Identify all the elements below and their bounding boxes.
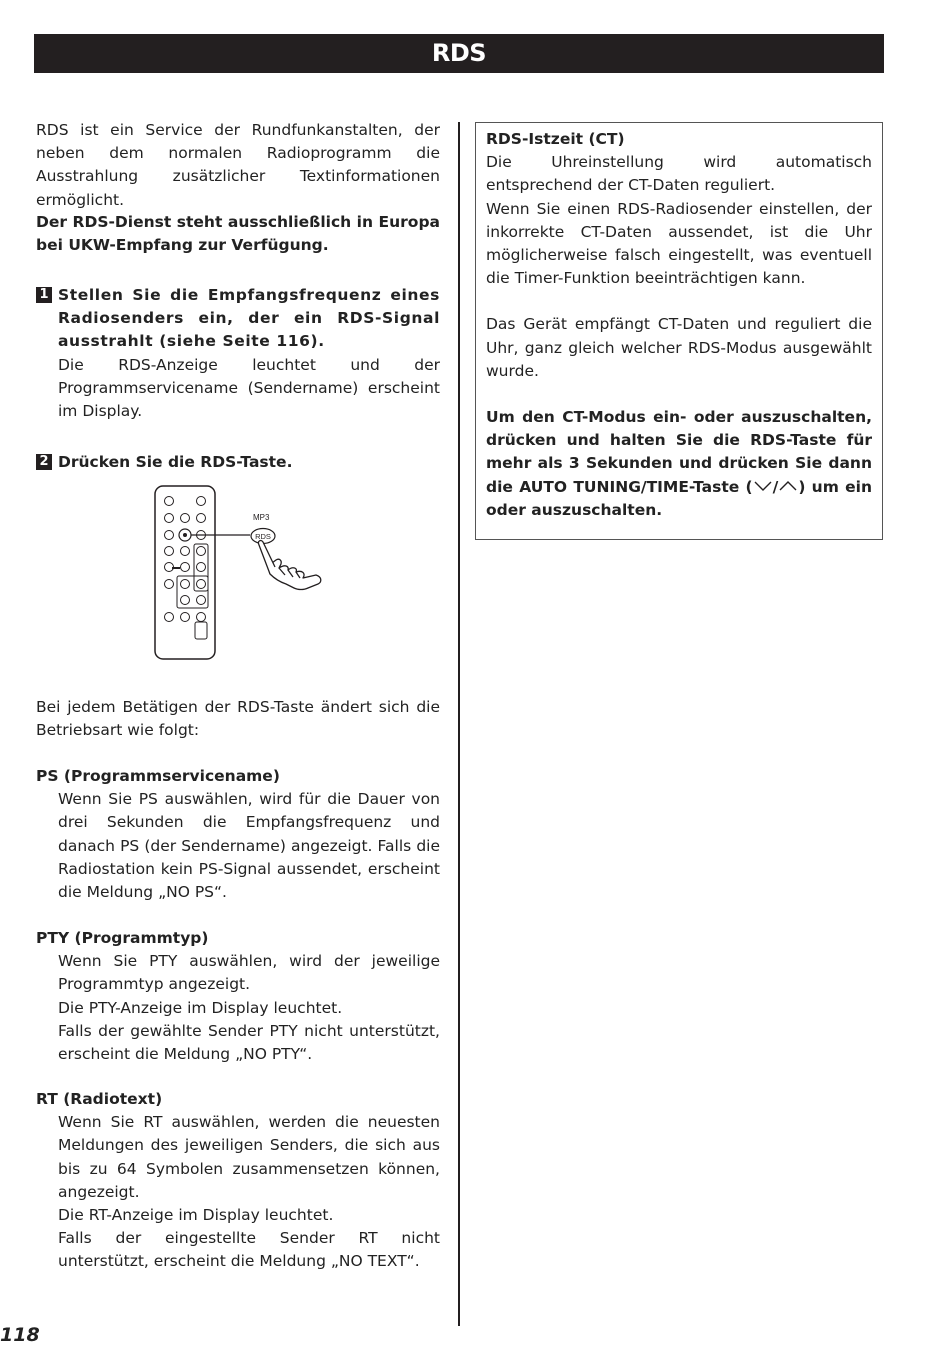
ct-paragraph-3-start: Um den CT-Modus ein- oder auszuschalten, drücken und halten Sie die RDS-Taste für mehr als 3 Sekunden und drücken Sie dann die AUTO TUNING/TIME-Taste ( xyxy=(486,408,872,496)
remote-control-illustration xyxy=(148,484,328,664)
step-number-1: 1 xyxy=(36,287,52,303)
ct-paragraph-2: Das Gerät empfängt CT-Daten und reguliert die Uhr, ganz gleich welcher RDS-Modus ausgewählt wurde. xyxy=(486,315,872,380)
mode-pty-heading: PTY (Programmtyp) xyxy=(36,929,209,947)
mode-ps-text: Wenn Sie PS auswählen, wird für die Dauer von drei Sekunden die Empfangsfrequenz und danach PS (der Sendername) angezeigt. Falls die Radiostation kein PS-Signal aussendet, erscheint die Meldung „NO PS“. xyxy=(58,790,440,902)
ct-paragraph-3-sep: / xyxy=(772,477,779,496)
page-number: 118 xyxy=(0,1324,40,1346)
mp3-label: MP3 xyxy=(253,513,270,522)
mode-pty-line-1: Wenn Sie PTY auswählen, wird der jeweilige Programmtyp angezeigt. xyxy=(58,952,440,994)
mode-pty xyxy=(36,927,440,1066)
rds-button-label: RDS xyxy=(255,532,271,541)
step-2 xyxy=(36,451,440,474)
ct-paragraph-3-end: ) um ein oder auszuschalten. xyxy=(486,477,872,519)
intro-paragraph: RDS ist ein Service der Rundfunkanstalten, der neben dem normalen Radioprogramm die Ausstrahlung zusätzlicher Textinformationen ermöglicht. xyxy=(36,121,440,209)
mode-rt-line-1: Wenn Sie RT auswählen, werden die neuesten Meldungen des jeweiligen Senders, die sich aus bis zu 64 Symbolen zusammensetzen können, angezeigt. xyxy=(58,1113,440,1201)
column-divider xyxy=(458,122,460,1326)
step-2-instruction: Drücken Sie die RDS-Taste. xyxy=(58,453,293,471)
page-title: RDS xyxy=(34,34,884,73)
mode-rt-line-3: Falls der eingestellte Sender RT nicht unterstützt, erscheint die Meldung „NO TEXT“. xyxy=(58,1229,440,1271)
mode-rt-heading: RT (Radiotext) xyxy=(36,1090,163,1108)
ct-paragraph-3 xyxy=(486,406,872,522)
ct-paragraph-1a: Die Uhreinstellung wird automatisch entsprechend der CT-Daten reguliert. xyxy=(486,153,872,195)
ct-paragraph-1b: Wenn Sie einen RDS-Radiosender einstellen, der inkorrekte CT-Daten aussendet, ist die Uhr möglicherweise falsch eingestellt, was eventuell die Timer-Funktion beeinträchtigen kann. xyxy=(486,199,872,288)
europe-notice: Der RDS-Dienst steht ausschließlich in Europa bei UKW-Empfang zur Verfügung. xyxy=(36,213,440,255)
mode-ps-heading: PS (Programmservicename) xyxy=(36,767,280,785)
mode-pty-line-2: Die PTY-Anzeige im Display leuchtet. xyxy=(58,998,343,1017)
rds-cycle-intro: Bei jedem Betätigen der RDS-Taste ändert sich die Betriebsart wie folgt: xyxy=(36,698,440,740)
mode-ps xyxy=(36,765,440,904)
ct-info-box xyxy=(475,122,883,540)
chevron-up-icon xyxy=(778,480,798,492)
step-1 xyxy=(36,284,440,423)
chevron-down-icon xyxy=(753,480,773,492)
mode-rt xyxy=(36,1088,440,1274)
remote-body xyxy=(155,486,215,659)
mode-pty-line-3: Falls der gewählte Sender PTY nicht unterstützt, erscheint die Meldung „NO PTY“. xyxy=(58,1021,440,1064)
mode-rt-line-2: Die RT-Anzeige im Display leuchtet. xyxy=(58,1206,334,1225)
step-1-detail: Die RDS-Anzeige leuchtet und der Programmservicename (Sendername) erscheint im Display. xyxy=(58,355,440,421)
pressing-hand-icon xyxy=(258,541,320,590)
step-number-2: 2 xyxy=(36,454,52,470)
ct-heading: RDS-Istzeit (CT) xyxy=(486,130,625,148)
step-1-instruction: Stellen Sie die Empfangsfrequenz eines Radiosenders ein, der ein RDS-Signal ausstrahlt (siehe Seite 116). xyxy=(58,286,440,351)
